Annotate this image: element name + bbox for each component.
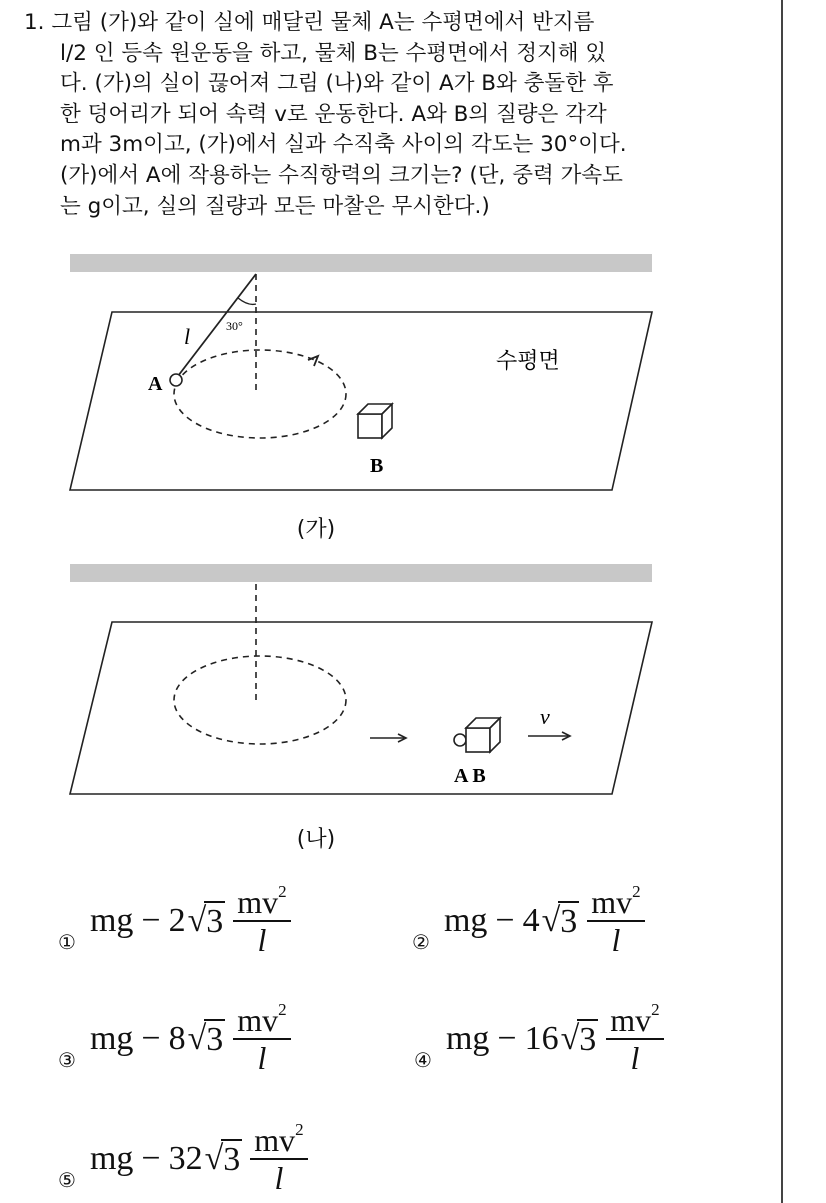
choice-number: ③ bbox=[58, 1048, 76, 1072]
sqrt-symbol: √ 3 bbox=[541, 901, 578, 941]
object-a bbox=[170, 374, 182, 386]
choice-formula bbox=[89, 1000, 291, 1076]
fraction-numerator: mv bbox=[591, 884, 633, 920]
choice-number: ② bbox=[412, 930, 430, 954]
object-ab-cube bbox=[466, 718, 500, 752]
exponent: 2 bbox=[278, 882, 287, 902]
exponent: 2 bbox=[651, 1000, 660, 1020]
sqrt-symbol: √ 3 bbox=[560, 1019, 597, 1059]
horizontal-plane bbox=[70, 312, 652, 490]
choice-formula bbox=[445, 1000, 664, 1076]
velocity-label: v bbox=[540, 704, 550, 729]
string-label: l bbox=[184, 324, 191, 349]
fraction bbox=[250, 1120, 307, 1196]
exponent: 2 bbox=[278, 1000, 287, 1020]
figure-ga bbox=[60, 244, 680, 498]
radicand: 3 bbox=[560, 903, 578, 941]
choice-number: ① bbox=[58, 930, 76, 954]
fraction bbox=[587, 882, 644, 958]
formula-coefficient: 16 bbox=[524, 1020, 559, 1057]
question-line: (가)에서 A에 작용하는 수직항력의 크기는? (단, 중력 가속도 bbox=[60, 162, 623, 188]
fraction-denominator: l bbox=[274, 1160, 284, 1196]
formula-minus: − bbox=[141, 1020, 161, 1057]
fraction bbox=[233, 1000, 290, 1076]
sqrt-symbol: √ 3 bbox=[187, 901, 224, 941]
choice-4[interactable] bbox=[414, 1000, 664, 1076]
fraction-denominator: l bbox=[611, 922, 621, 958]
fraction bbox=[606, 1000, 663, 1076]
question-line: 다. (가)의 실이 끊어져 그림 (나)와 같이 A가 B와 충돌한 후 bbox=[60, 71, 614, 97]
choice-formula bbox=[89, 1120, 308, 1196]
figure-ga-caption: (가) bbox=[296, 517, 336, 542]
choice-number: ⑤ bbox=[58, 1168, 76, 1192]
question-line: 한 덩어리가 되어 속력 v로 운동한다. A와 B의 질량은 각각 bbox=[60, 101, 607, 127]
figure-na-caption: (나) bbox=[296, 827, 336, 852]
question-line: l/2 인 등속 원운동을 하고, 물체 B는 수평면에서 정지해 있 bbox=[60, 40, 607, 66]
ceiling-bar bbox=[70, 564, 652, 582]
fraction-denominator: l bbox=[630, 1040, 640, 1076]
formula-lead: mg bbox=[89, 902, 134, 939]
question-text bbox=[24, 8, 784, 222]
radicand: 3 bbox=[206, 903, 224, 941]
choice-number: ④ bbox=[414, 1048, 432, 1072]
sqrt-symbol: √ 3 bbox=[204, 1139, 241, 1179]
angle-arc bbox=[238, 298, 256, 304]
formula-lead: mg bbox=[443, 902, 488, 939]
formula-coefficient: 2 bbox=[168, 902, 186, 939]
circular-path bbox=[174, 350, 346, 438]
formula-minus: − bbox=[141, 902, 161, 939]
choice-1[interactable] bbox=[58, 882, 291, 958]
object-b-label: B bbox=[370, 455, 384, 477]
horizontal-plane bbox=[70, 622, 652, 794]
exponent: 2 bbox=[632, 882, 641, 902]
question-line: 는 g이고, 실의 질량과 모든 마찰은 무시한다.) bbox=[60, 193, 490, 219]
radicand: 3 bbox=[223, 1141, 241, 1179]
choice-2[interactable] bbox=[412, 882, 645, 958]
fraction-denominator: l bbox=[257, 1040, 267, 1076]
object-b-cube bbox=[358, 404, 392, 438]
formula-lead: mg bbox=[445, 1020, 490, 1057]
question-line: m과 3m이고, (가)에서 실과 수직축 사이의 각도는 30°이다. bbox=[60, 132, 627, 158]
figure-na-drawing bbox=[60, 556, 680, 806]
radicand: 3 bbox=[579, 1021, 597, 1059]
choice-formula bbox=[89, 882, 291, 958]
plane-label: 수평면 bbox=[496, 348, 560, 373]
formula-minus: − bbox=[495, 902, 515, 939]
formula-coefficient: 32 bbox=[168, 1140, 203, 1177]
fraction-numerator: mv bbox=[610, 1002, 652, 1038]
circular-path bbox=[174, 656, 346, 744]
fraction-numerator: mv bbox=[237, 1002, 279, 1038]
object-a-label: A bbox=[148, 373, 163, 395]
fraction bbox=[233, 882, 290, 958]
fraction-denominator: l bbox=[257, 922, 267, 958]
fraction-numerator: mv bbox=[237, 884, 279, 920]
formula-lead: mg bbox=[89, 1020, 134, 1057]
figure-ga-drawing bbox=[60, 244, 680, 494]
choice-3[interactable] bbox=[58, 1000, 291, 1076]
formula-coefficient: 4 bbox=[522, 902, 540, 939]
ab-label: A B bbox=[454, 765, 486, 787]
object-a bbox=[454, 734, 466, 746]
ceiling-bar bbox=[70, 254, 652, 272]
exponent: 2 bbox=[295, 1120, 304, 1140]
formula-minus: − bbox=[497, 1020, 517, 1057]
question-line: 1. 그림 (가)와 같이 실에 매달린 물체 A는 수평면에서 반지름 bbox=[24, 10, 595, 35]
formula-coefficient: 8 bbox=[168, 1020, 186, 1057]
choice-5[interactable] bbox=[58, 1120, 308, 1196]
fraction-numerator: mv bbox=[254, 1122, 296, 1158]
angle-label: 30° bbox=[226, 319, 243, 333]
sqrt-symbol: √ 3 bbox=[187, 1019, 224, 1059]
figure-na bbox=[60, 556, 680, 810]
radicand: 3 bbox=[206, 1021, 224, 1059]
formula-lead: mg bbox=[89, 1140, 134, 1177]
formula-minus: − bbox=[141, 1140, 161, 1177]
choice-formula bbox=[443, 882, 645, 958]
